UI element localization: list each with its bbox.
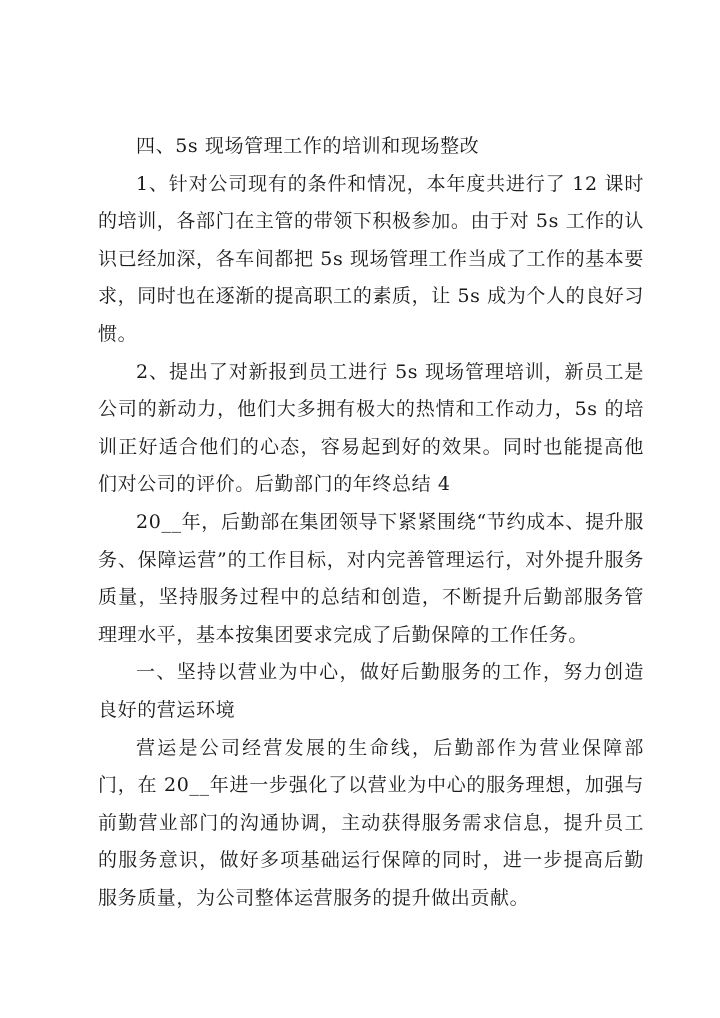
document-body [98,128,644,917]
paragraph-new-staff-training: 2、提出了对新报到员工进行 5s 现场管理培训，新员工是公司的新动力，他们大多拥有极大的热情和工作动力，5s 的培训正好适合他们的心态，容易起到好的效果。同时也能提高他们对公司的评价。后勤部门的年终总结 4 [98,360,644,496]
paragraph-subheading-business-center: 一、坚持以营业为中心，做好后勤服务的工作，努力创造良好的营运环境 [98,661,644,721]
section-heading: 四、5s 现场管理工作的培训和现场整改 [136,135,480,157]
paragraph-logistics-summary: 20__年，后勤部在集团领导下紧紧围绕“节约成本、提升服务、保障运营”的工作目标，对内完善管理运行，对外提升服务质量，坚持服务过程中的总结和创造，不断提升后勤部服务管理理水平，基本按集团要求完成了后勤保障的工作任务。 [98,510,644,646]
paragraph-training-hours: 1、针对公司现有的条件和情况，本年度共进行了 12 课时的培训，各部门在主管的带领下积极参加。由于对 5s 工作的认识已经加深，各车间都把 5s 现场管理工作当成了工作的基本要求，同时也在逐渐的提高职工的素质，让 5s 成为个人的良好习惯。 [98,172,644,345]
paragraph-operations-lifeline: 营运是公司经营发展的生命线，后勤部作为营业保障部门，在 20__年进一步强化了以营业为中心的服务理想，加强与前勤营业部门的沟通协调，主动获得服务需求信息，提升员工的服务意识，做好多项基础运行保障的同时，进一步提高后勤服务质量，为公司整体运营服务的提升做出贡献。 [98,736,644,909]
